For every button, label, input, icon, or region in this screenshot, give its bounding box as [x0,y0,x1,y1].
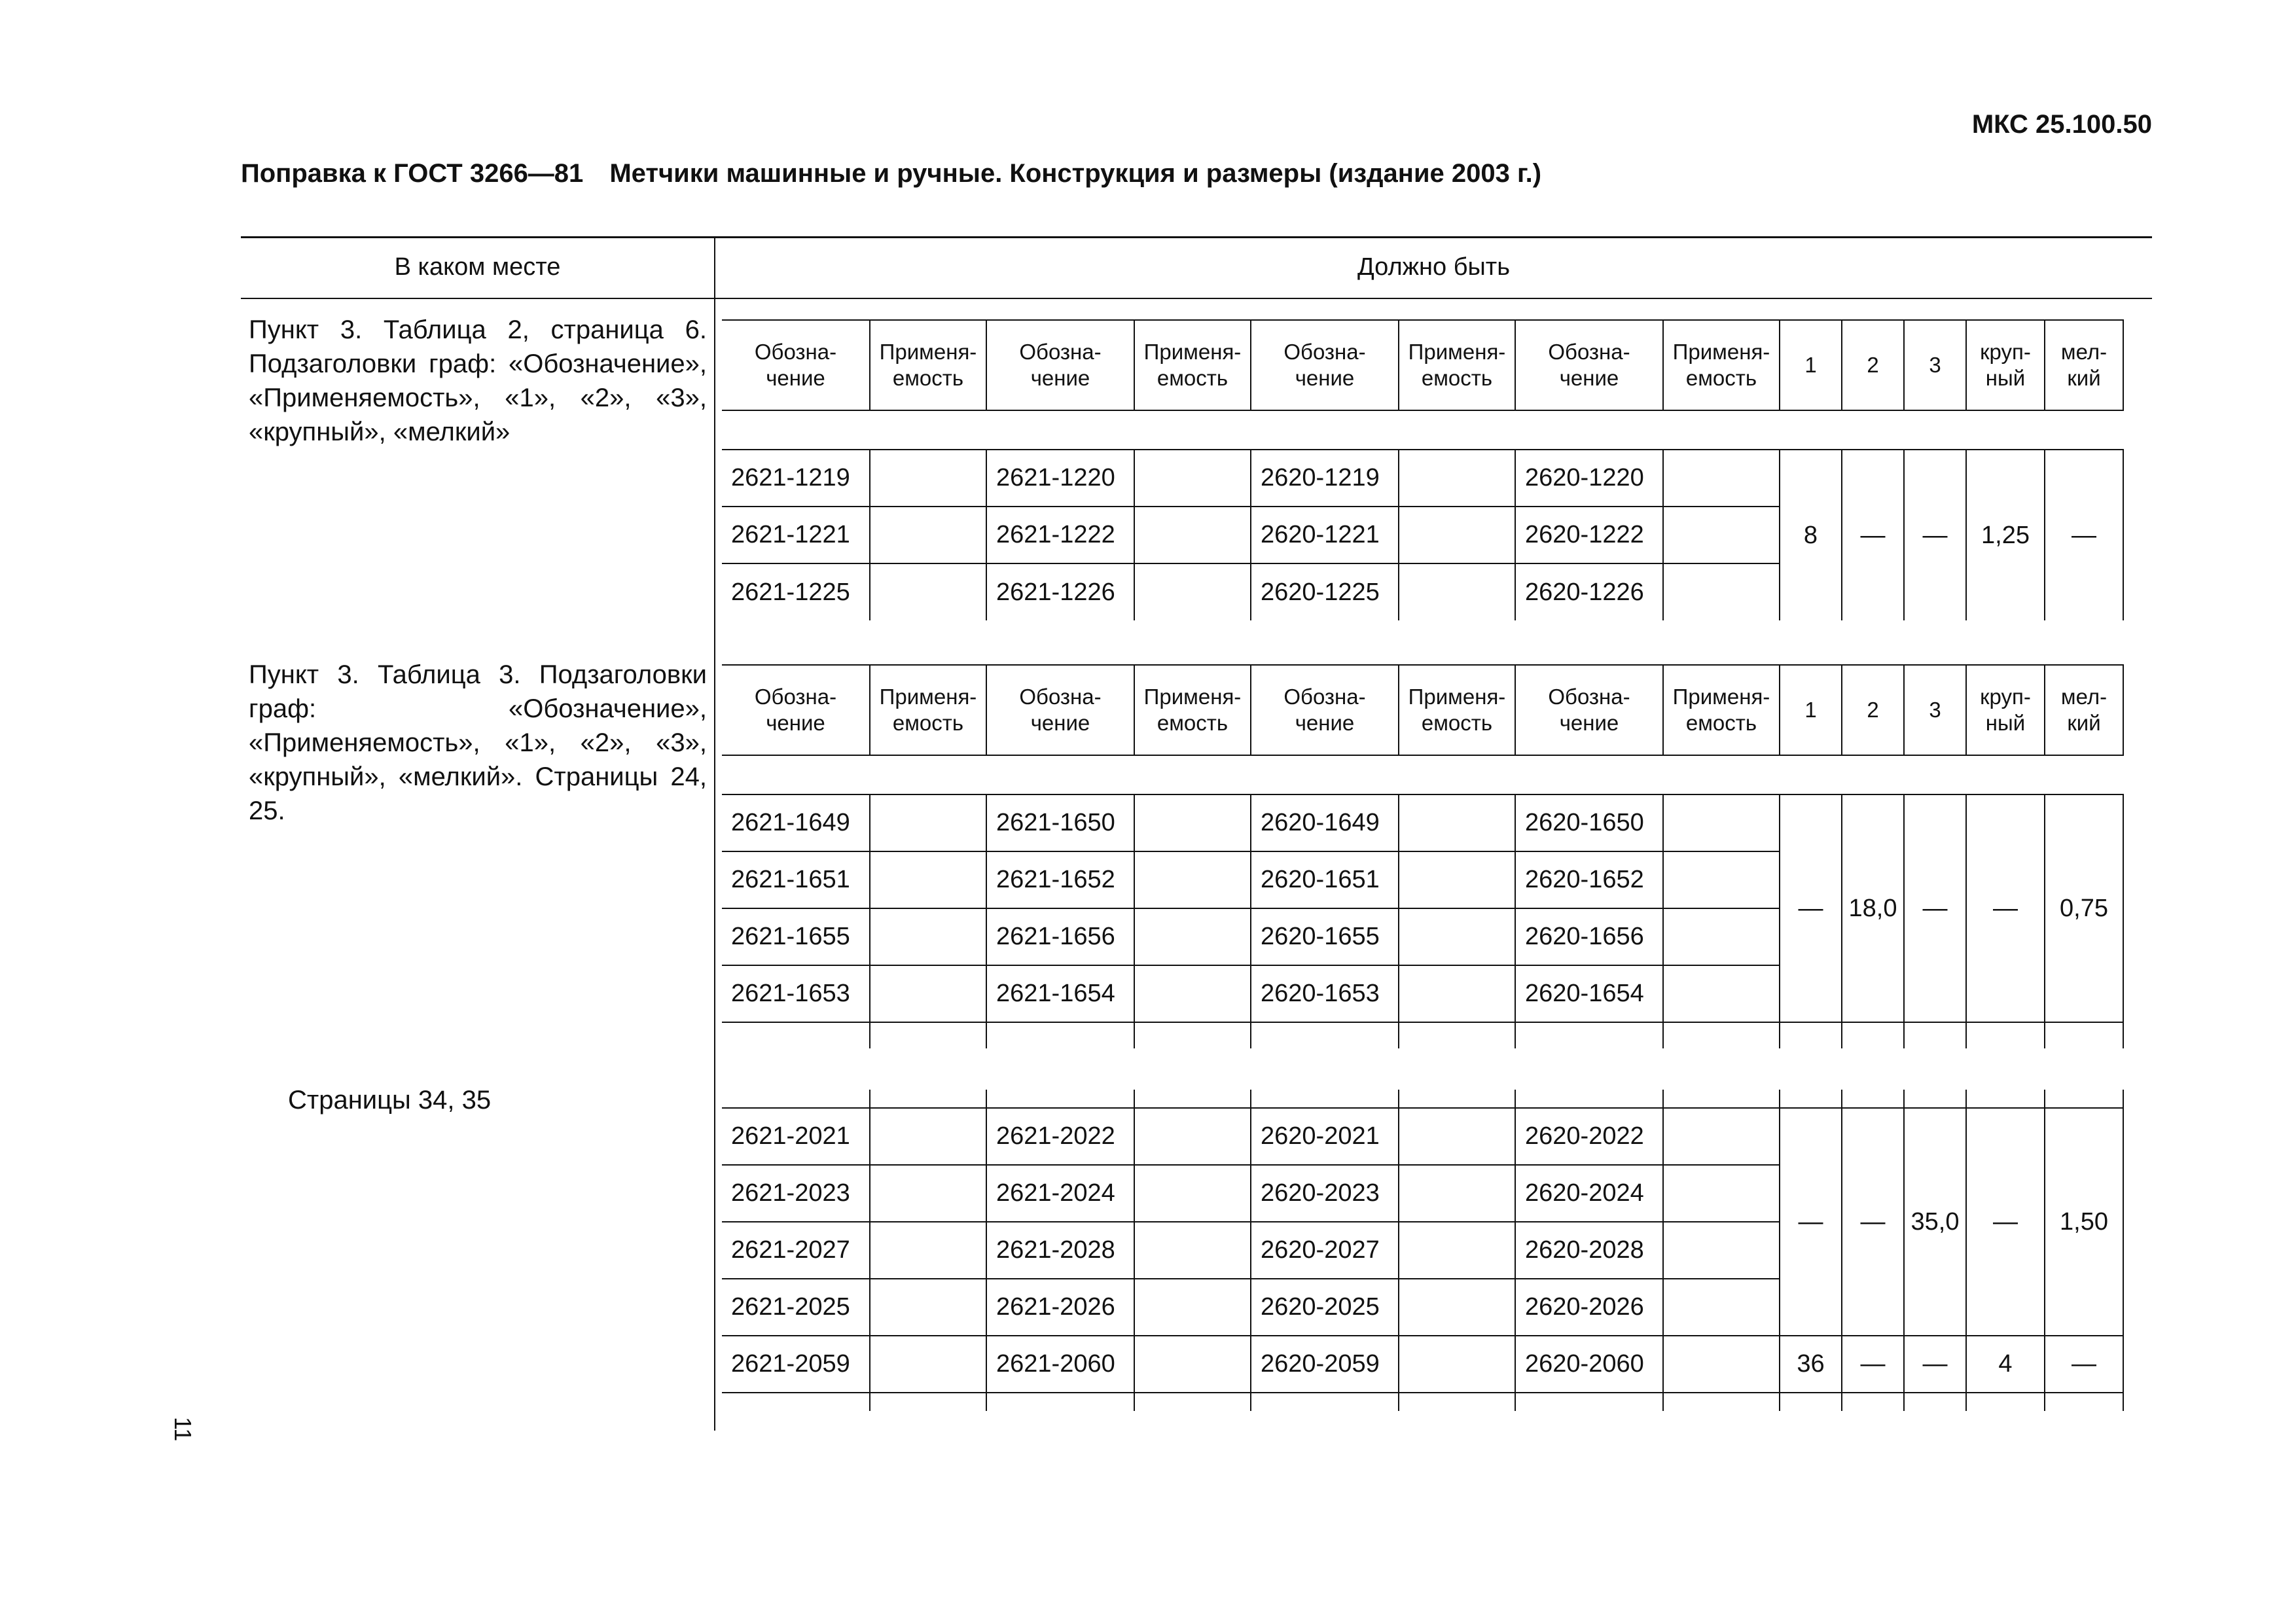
code-cell: 2620-1655 [1251,908,1399,965]
table-row [722,1336,2123,1393]
code-cell: 2621-2021 [722,1108,870,1165]
value-cell: — [2045,450,2123,620]
subheader-2: 2 [1842,320,1904,410]
value-cell: — [1904,1336,1966,1393]
subheader-row [722,665,2123,755]
title-right: Метчики машинные и ручные. Конструкция и размеры (издание 2003 г.) [609,159,1542,188]
top-rule [241,236,2152,238]
subheader-krup: круп- ный [1966,320,2045,410]
value-cell: — [1904,450,1966,620]
table-3 [722,1090,2124,1411]
code-cell: 2621-2060 [986,1336,1134,1393]
section-2-text: Пункт 3. Таблица 3. Подзаголовки граф: «Обозначение», «Применяемость», «1», «2», «3», «крупный», «мелкий». Страницы 24, 25. [249,660,707,825]
code-cell: 2620-1650 [1515,794,1663,851]
spacer-row [722,1393,2123,1411]
subheader-prim: Применя- емость [1663,320,1780,410]
value-cell: 35,0 [1904,1108,1966,1336]
spacer-row [722,755,2123,794]
value-cell: — [1842,450,1904,620]
table-2 [722,664,2124,1048]
subheader-3: 3 [1904,320,1966,410]
code-cell: 2621-1656 [986,908,1134,965]
code-cell: 2620-1219 [1251,450,1399,507]
code-cell: 2620-2059 [1251,1336,1399,1393]
header-should-be: Должно быть [1357,253,1510,281]
subheader-prim: Применя- емость [870,665,986,755]
value-cell: 1,50 [2045,1108,2123,1336]
spacer-row [722,410,2123,450]
value-cell: 0,75 [2045,794,2123,1022]
subheader-oboz: Обозна- чение [986,320,1134,410]
code-cell: 2621-1222 [986,507,1134,563]
code-cell: 2620-2026 [1515,1279,1663,1336]
code-cell: 2621-1655 [722,908,870,965]
code-cell: 2621-2023 [722,1165,870,1222]
subheader-melk: мел- кий [2045,665,2123,755]
table-row [722,794,2123,851]
subheader-oboz: Обозна- чение [722,665,870,755]
code-cell: 2621-2028 [986,1222,1134,1279]
code-cell: 2621-2022 [986,1108,1134,1165]
code-cell: 2620-1226 [1515,563,1663,620]
mks-code: МКС 25.100.50 [1971,110,2152,139]
subheader-prim: Применя- емость [870,320,986,410]
value-cell: — [1780,794,1842,1022]
section-3-text: Страницы 34, 35 [288,1086,492,1115]
subheader-oboz: Обозна- чение [1251,320,1399,410]
code-cell: 2621-1654 [986,965,1134,1022]
subheader-oboz: Обозна- чение [1251,665,1399,755]
code-cell: 2620-1225 [1251,563,1399,620]
value-cell: 1,25 [1966,450,2045,620]
subheader-prim: Применя- емость [1663,665,1780,755]
value-cell: — [2045,1336,2123,1393]
section-1-text: Пункт 3. Таблица 2, страница 6. Подзаголовки граф: «Обозначение», «Применяемость», «1», «2», «3», «крупный», «мелкий» [249,315,707,446]
code-cell: 2620-1649 [1251,794,1399,851]
code-cell: 2621-2027 [722,1222,870,1279]
code-cell: 2621-1649 [722,794,870,851]
subheader-prim: Применя- емость [1399,665,1515,755]
code-cell: 2620-2027 [1251,1222,1399,1279]
code-cell: 2621-2059 [722,1336,870,1393]
code-cell: 2621-1651 [722,851,870,908]
title-left: Поправка к ГОСТ 3266—81 [241,159,584,188]
value-cell: 8 [1780,450,1842,620]
subheader-oboz: Обозна- чение [722,320,870,410]
code-cell: 2621-1219 [722,450,870,507]
value-cell: — [1780,1108,1842,1336]
code-cell: 2621-2025 [722,1279,870,1336]
table-row [722,450,2123,507]
value-cell: 18,0 [1842,794,1904,1022]
subheader-1: 1 [1780,320,1842,410]
subheader-oboz: Обозна- чение [986,665,1134,755]
code-cell: 2621-1652 [986,851,1134,908]
code-cell: 2620-1222 [1515,507,1663,563]
value-cell: — [1966,1108,2045,1336]
subheader-prim: Применя- емость [1134,320,1251,410]
value-cell: 4 [1966,1336,2045,1393]
code-cell: 2620-2021 [1251,1108,1399,1165]
code-cell: 2620-2023 [1251,1165,1399,1222]
code-cell: 2620-1651 [1251,851,1399,908]
subheader-oboz: Обозна- чение [1515,320,1663,410]
spacer-row [722,1090,2123,1108]
code-cell: 2620-1653 [1251,965,1399,1022]
code-cell: 2621-1220 [986,450,1134,507]
code-cell: 2621-1650 [986,794,1134,851]
subheader-2: 2 [1842,665,1904,755]
code-cell: 2620-2024 [1515,1165,1663,1222]
code-cell: 2620-1654 [1515,965,1663,1022]
code-cell: 2620-2025 [1251,1279,1399,1336]
code-cell: 2621-2026 [986,1279,1134,1336]
code-cell: 2620-1221 [1251,507,1399,563]
subheader-oboz: Обозна- чение [1515,665,1663,755]
subheader-1: 1 [1780,665,1842,755]
code-cell: 2621-1653 [722,965,870,1022]
value-cell: — [1904,794,1966,1022]
header-where: В каком месте [394,253,561,281]
document-title [241,159,1541,188]
subheader-row [722,320,2123,410]
subheader-prim: Применя- емость [1399,320,1515,410]
code-cell: 2620-2060 [1515,1336,1663,1393]
code-cell: 2620-2022 [1515,1108,1663,1165]
value-cell: — [1842,1336,1904,1393]
column-divider [714,236,715,1431]
code-cell: 2620-1656 [1515,908,1663,965]
code-cell: 2621-1225 [722,563,870,620]
code-cell: 2621-1226 [986,563,1134,620]
table-row [722,1108,2123,1165]
value-cell: — [1966,794,2045,1022]
header-rule [241,298,2152,299]
code-cell: 2621-2024 [986,1165,1134,1222]
value-cell: — [1842,1108,1904,1336]
subheader-prim: Применя- емость [1134,665,1251,755]
spacer-row [722,1022,2123,1048]
table-1 [722,319,2124,620]
code-cell: 2621-1221 [722,507,870,563]
page-number: 11 [170,1417,196,1442]
value-cell: 36 [1780,1336,1842,1393]
subheader-melk: мел- кий [2045,320,2123,410]
subheader-krup: круп- ный [1966,665,2045,755]
code-cell: 2620-2028 [1515,1222,1663,1279]
code-cell: 2620-1220 [1515,450,1663,507]
code-cell: 2620-1652 [1515,851,1663,908]
subheader-3: 3 [1904,665,1966,755]
